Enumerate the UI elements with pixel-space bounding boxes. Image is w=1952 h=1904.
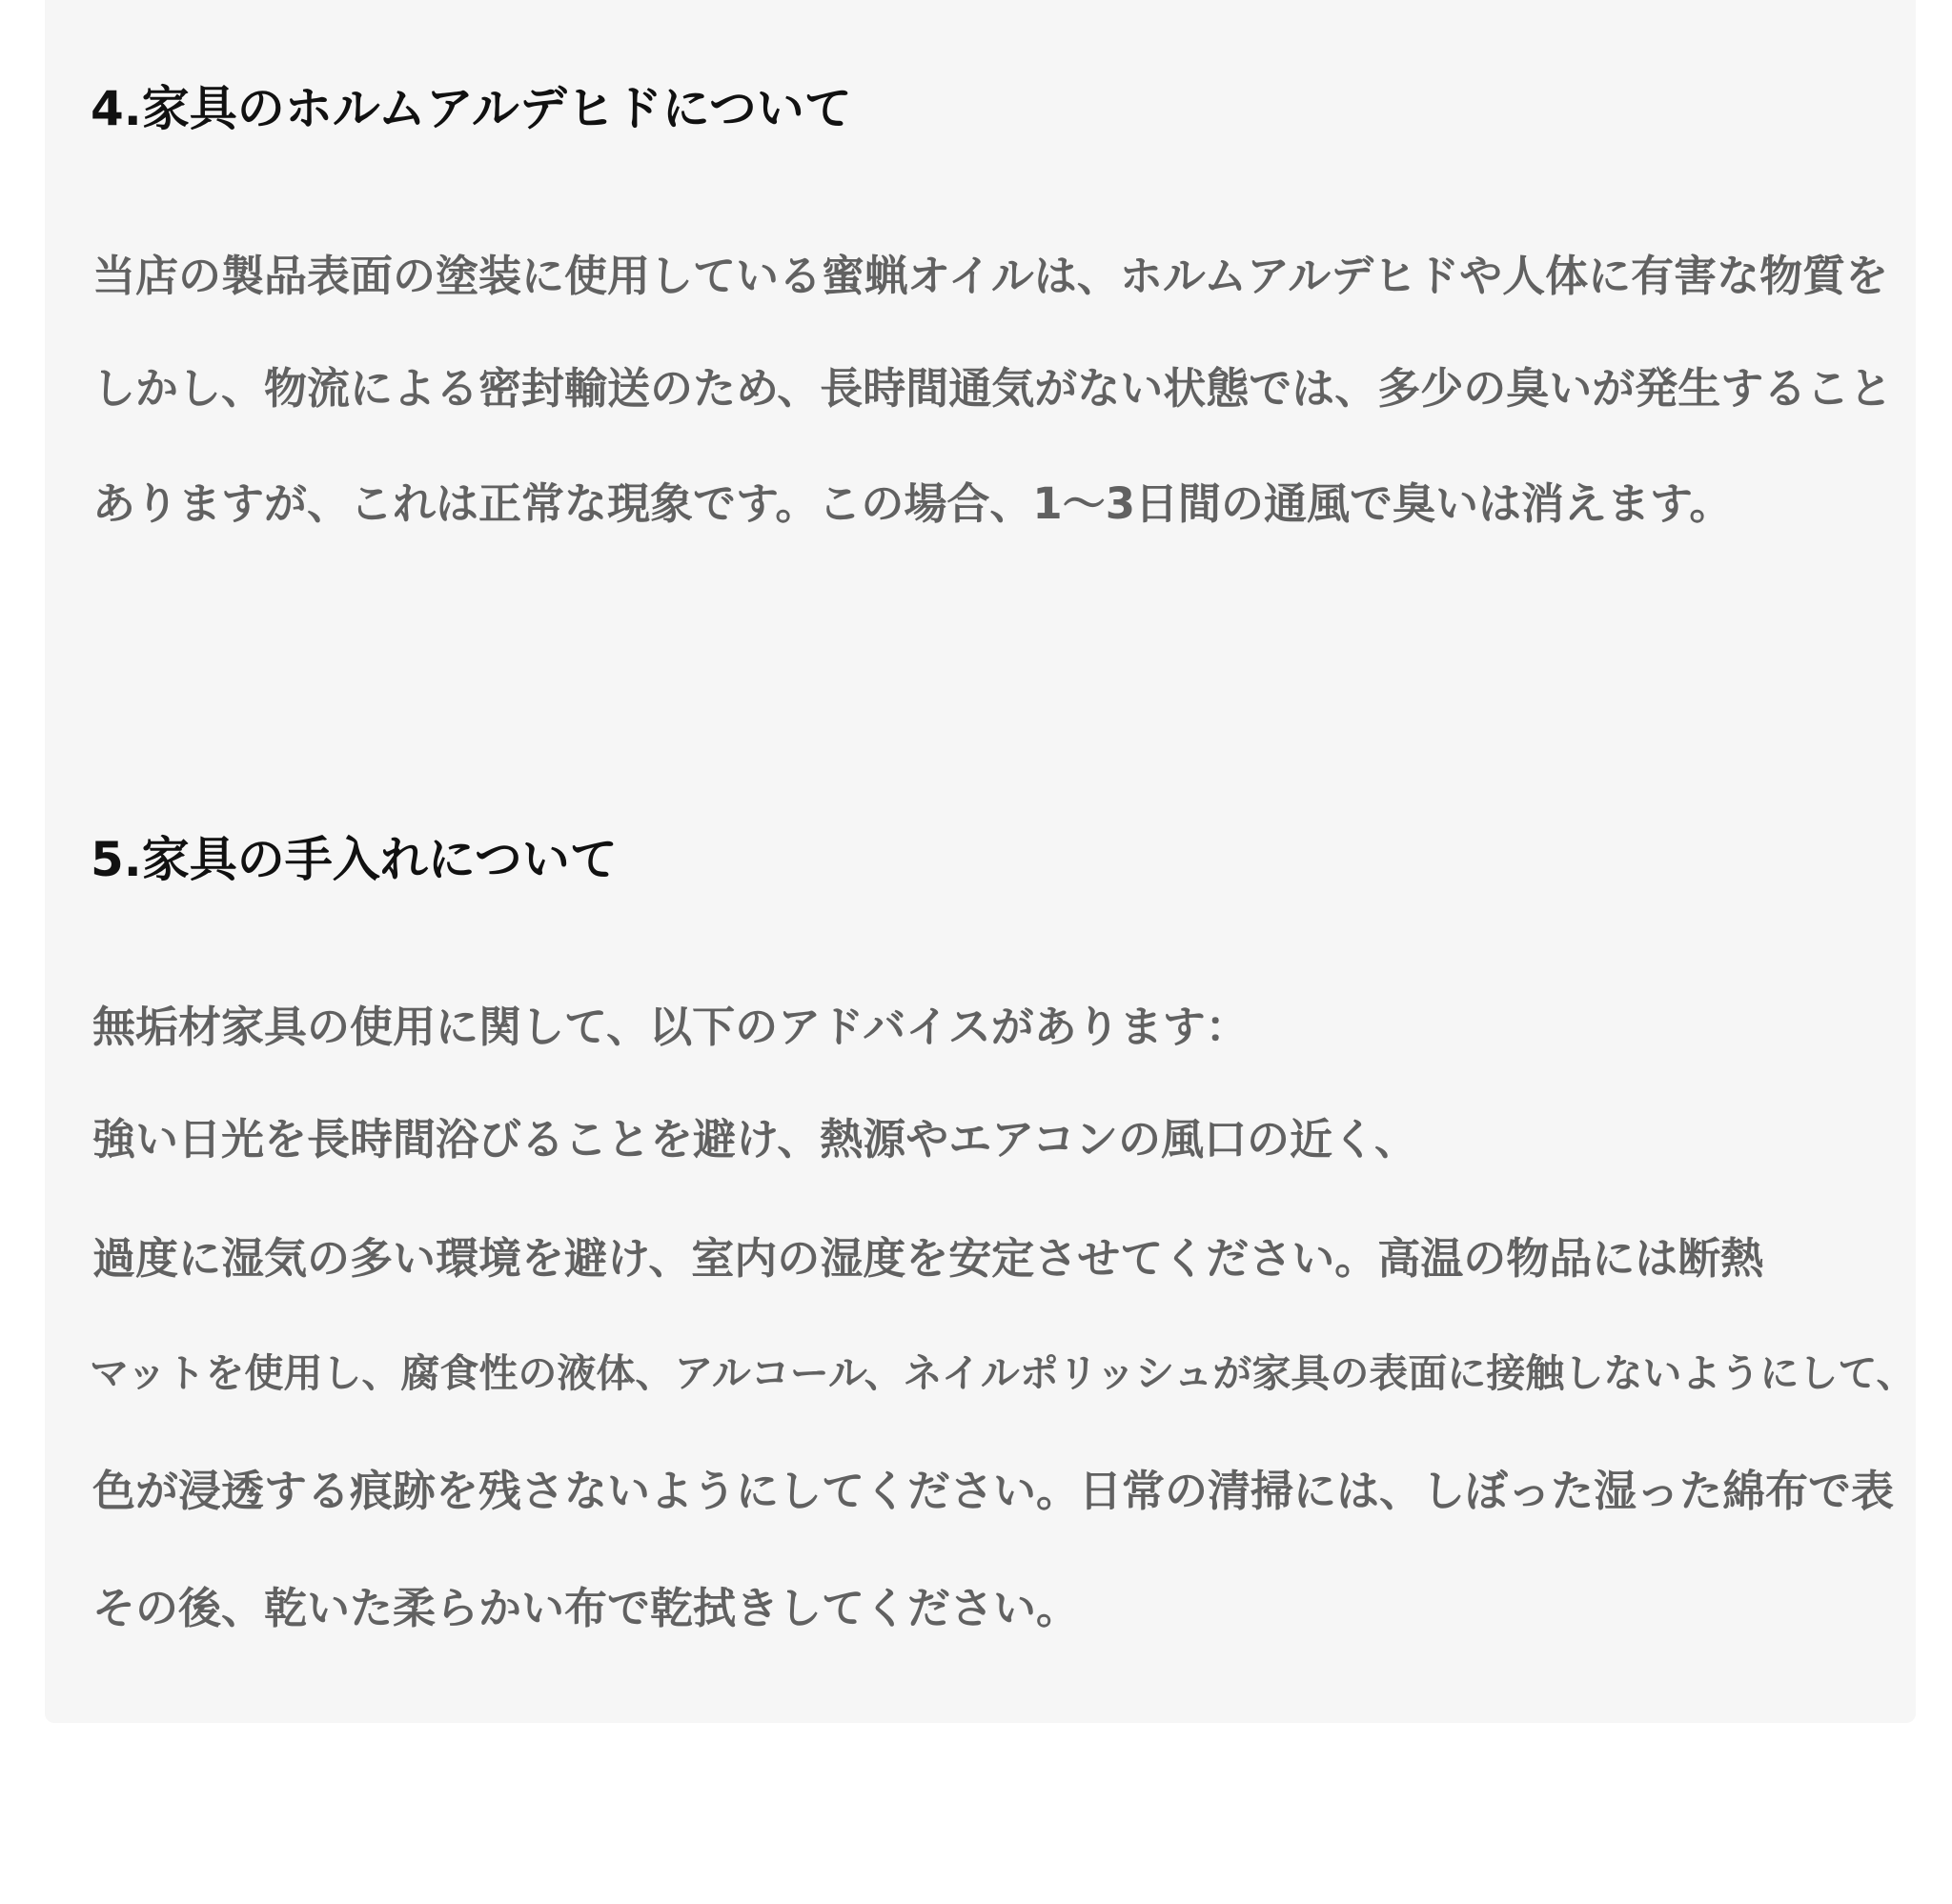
section-5-line-4: マットを使用し、腐食性の液体、アルコール、ネイルポリッシュが家具の表面に接触しないようにして、 [90, 1350, 1916, 1396]
section-5-line-6: その後、乾いた柔らかい布で乾拭きしてください。 [92, 1583, 1080, 1633]
section-4-line-1: 当店の製品表面の塗装に使用している蜜蝋オイルは、ホルムアルデヒドや人体に有害な物質を [92, 251, 1889, 301]
section-4-line-3: ありますが、これは正常な現象です。この場合、1〜3日間の通風で臭いは消えます。 [92, 478, 1733, 529]
section-5-heading: 5.家具の手入れについて [91, 832, 618, 887]
section-4-heading: 4.家具のホルムアルデヒドについて [91, 81, 852, 136]
section-5-line-2: 強い日光を長時間浴びることを避け、熱源やエアコンの風口の近く、 [92, 1114, 1418, 1165]
section-5-line-3: 過度に湿気の多い環境を避け、室内の湿度を安定させてください。高温の物品には断熱 [92, 1233, 1764, 1284]
section-5-line-5: 色が浸透する痕跡を残さないようにしてください。日常の清掃には、しぼった湿った綿布で表 [92, 1466, 1895, 1516]
section-4-line-2: しかし、物流による密封輸送のため、長時間通気がない状態では、多少の臭いが発生すること [92, 363, 1893, 414]
section-5-line-1: 無垢材家具の使用に関して、以下のアドバイスがあります： [92, 1002, 1249, 1052]
